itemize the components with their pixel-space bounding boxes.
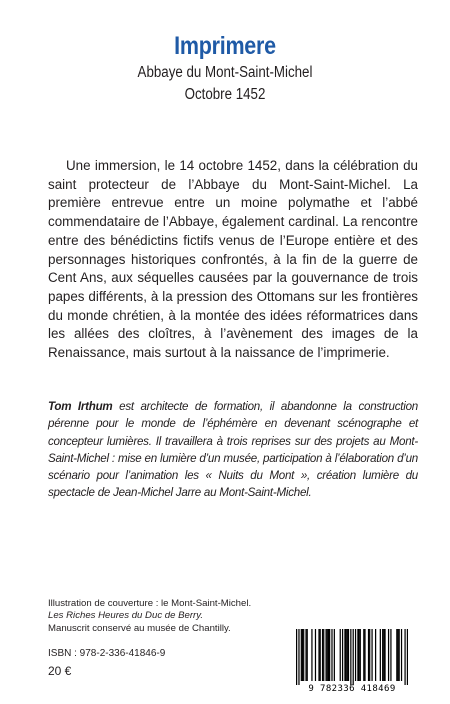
book-header bbox=[0, 30, 450, 106]
barcode-bar bbox=[302, 629, 303, 681]
cover-credits bbox=[48, 598, 288, 635]
book-subtitle-place: Abbaye du Mont-Saint-Michel bbox=[137, 64, 313, 81]
book-summary: Une immersion, le 14 octobre 1452, dans la célébration du saint protecteur de l’Abbaye du Mont-Saint-Michel. La première entrevue entre un moine polymathe et l’abbé commendataire de l’Abbaye, également cardinal. La rencontre entre des bénédictins fictifs venus de l’Europe entière et des personnages historiques confrontés, à la fin de la guerre de Cent Ans, aux séquelles causées par la gouvernance de trois papes différents, à la pression des Ottomans sur les frontières du monde chrétien, à la montée des idées réformatrices dans les allées des cloîtres, à l’avènement des images de la Renaissance, mais surtout à la naissance de l’imprimerie. bbox=[48, 158, 418, 361]
barcode-bar bbox=[311, 629, 312, 681]
barcode-bar bbox=[397, 629, 398, 681]
barcode-bar bbox=[315, 629, 316, 681]
barcode-bar bbox=[380, 629, 381, 681]
barcode-bar bbox=[368, 629, 369, 681]
barcode-bar bbox=[331, 629, 332, 681]
barcode-bar bbox=[358, 629, 359, 681]
author-name: Tom Irthum bbox=[48, 400, 113, 413]
barcode-bar bbox=[325, 629, 326, 681]
barcode-bar bbox=[342, 629, 343, 681]
barcode-digits: 9 782336 418469 bbox=[308, 684, 396, 694]
barcode-bar bbox=[353, 629, 354, 685]
barcode-bar bbox=[328, 629, 329, 681]
barcode-bar bbox=[334, 629, 335, 681]
cover-credit-source: Les Riches Heures du Duc de Berry. bbox=[48, 610, 203, 622]
barcode-bar bbox=[364, 629, 365, 681]
barcode-bar bbox=[344, 629, 345, 681]
barcode-bar bbox=[407, 629, 408, 685]
isbn-barcode bbox=[296, 629, 408, 685]
barcode-bar bbox=[327, 629, 328, 681]
barcode-bar bbox=[382, 629, 383, 681]
barcode-bar bbox=[396, 629, 397, 681]
barcode-bar bbox=[350, 629, 351, 685]
barcode-bar bbox=[323, 629, 324, 681]
barcode-bar bbox=[318, 629, 319, 681]
barcode-bar bbox=[303, 629, 304, 681]
barcode-bar bbox=[355, 629, 356, 681]
book-subtitle-date: Octobre 1452 bbox=[184, 86, 266, 103]
barcode-bar bbox=[322, 629, 323, 681]
barcode-bar bbox=[360, 629, 361, 681]
barcode-bar bbox=[307, 629, 308, 681]
barcode-bar bbox=[390, 629, 391, 681]
book-price: 20 € bbox=[48, 664, 72, 678]
barcode-bar bbox=[401, 629, 402, 681]
barcode-bar bbox=[347, 629, 348, 681]
barcode-bar bbox=[384, 629, 385, 681]
barcode-bar bbox=[320, 629, 321, 681]
barcode-bar bbox=[348, 629, 349, 681]
barcode-bar bbox=[388, 629, 389, 681]
author-bio bbox=[48, 398, 418, 502]
barcode-bar bbox=[357, 629, 358, 681]
book-title: Imprimere bbox=[174, 32, 276, 60]
barcode-bar bbox=[404, 629, 405, 685]
barcode-bar bbox=[329, 629, 330, 681]
barcode-bar bbox=[369, 629, 370, 681]
barcode-bar bbox=[301, 629, 302, 681]
barcode-bar bbox=[383, 629, 384, 681]
isbn-number: ISBN : 978-2-336-41846-9 bbox=[48, 648, 166, 659]
barcode-bar bbox=[371, 629, 372, 681]
barcode-bar bbox=[298, 629, 299, 685]
barcode-bar bbox=[340, 629, 341, 681]
barcode-bar bbox=[375, 629, 376, 681]
barcode-bar bbox=[296, 629, 297, 685]
cover-credit-illustration: Illustration de couverture : le Mont-Saint-Michel. bbox=[48, 598, 252, 609]
author-bio-text: est architecte de formation, il abandonne la construction pérenne pour le monde de l’éphémère en devenant scénographe et concepteur lumières. Il travaillera à trois reprises sur des projets au Mont-Saint-Michel : mise en lumière d’un musée, participation à l’élaboration d’un scénario pour l’animation les « Nuits du Mont », création lumière du spectacle de Jean-Michel Jarre au Mont-Saint-Michel. bbox=[48, 400, 418, 500]
cover-credit-location: Manuscrit conservé au musée de Chantilly. bbox=[48, 622, 231, 634]
barcode-bar bbox=[399, 629, 400, 681]
barcode-bar bbox=[363, 629, 364, 681]
barcode-bar bbox=[305, 629, 306, 681]
barcode-bar bbox=[346, 629, 347, 681]
